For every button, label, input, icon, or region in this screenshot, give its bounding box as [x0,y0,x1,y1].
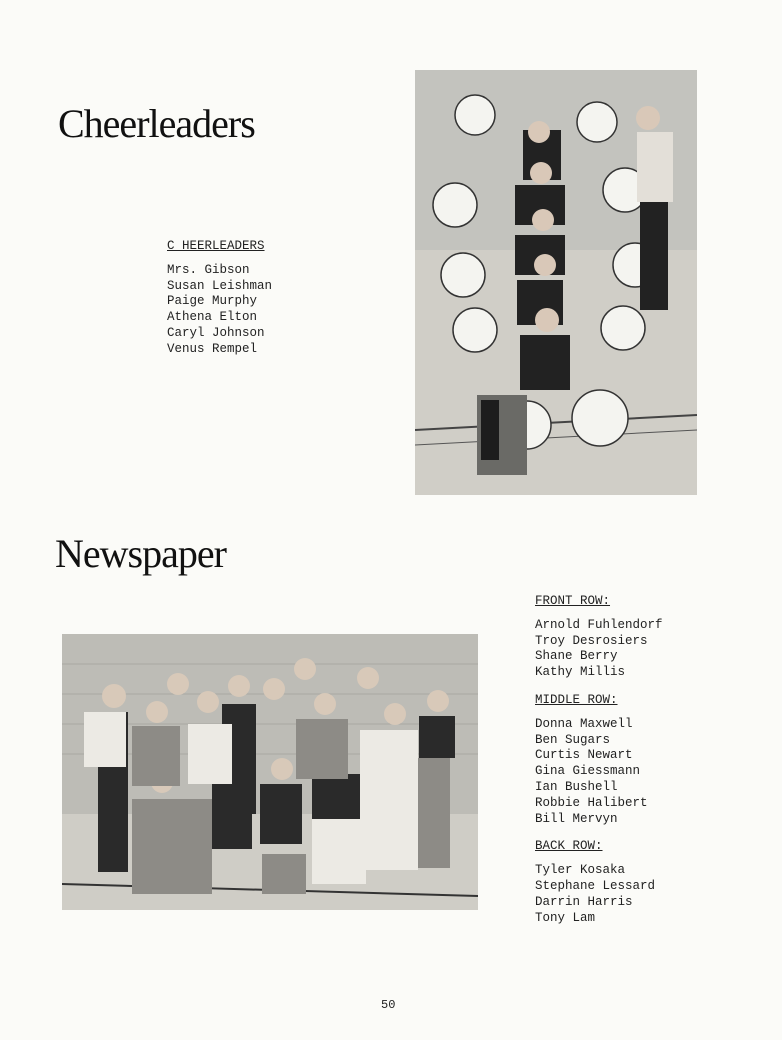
roster-name: Arnold Fuhlendorf [535,617,663,632]
newspaper-roster [535,594,663,938]
back-row-heading: BACK ROW: [535,839,603,854]
roster-name: Tony Lam [535,910,596,925]
roster-name: Caryl Johnson [167,325,265,340]
cheerleaders-roster-heading: C HEERLEADERS [167,239,265,253]
newspaper-title: Newspaper [55,531,226,576]
roster-name: Tyler Kosaka [535,863,626,878]
roster-name: Venus Rempel [167,341,258,356]
roster-name: Ian Bushell [535,779,618,794]
roster-name: Ben Sugars [535,732,611,747]
roster-name: Donna Maxwell [535,716,633,731]
cheerleaders-title: Cheerleaders [58,101,255,146]
roster-name: Bill Mervyn [535,811,618,826]
middle-row-group [535,693,663,827]
back-row-group [535,839,663,926]
roster-name: Darrin Harris [535,894,633,909]
front-row-group [535,594,663,681]
cheerleaders-photo [415,70,697,495]
roster-name: Gina Giessmann [535,764,641,779]
roster-name: Troy Desrosiers [535,633,648,648]
roster-name: Stephane Lessard [535,878,656,893]
newspaper-photo [62,634,478,910]
roster-name: Mrs. Gibson [167,262,250,277]
roster-name: Robbie Halibert [535,795,648,810]
roster-name: Paige Murphy [167,294,258,309]
roster-name: Curtis Newart [535,748,633,763]
middle-row-heading: MIDDLE ROW: [535,692,618,707]
roster-name: Susan Leishman [167,278,273,293]
front-row-heading: FRONT ROW: [535,594,611,608]
roster-name: Athena Elton [167,310,258,325]
roster-name: Shane Berry [535,649,618,664]
cheerleaders-roster [167,239,272,358]
roster-name: Kathy Millis [535,665,626,680]
page-number: 50 [381,998,396,1012]
